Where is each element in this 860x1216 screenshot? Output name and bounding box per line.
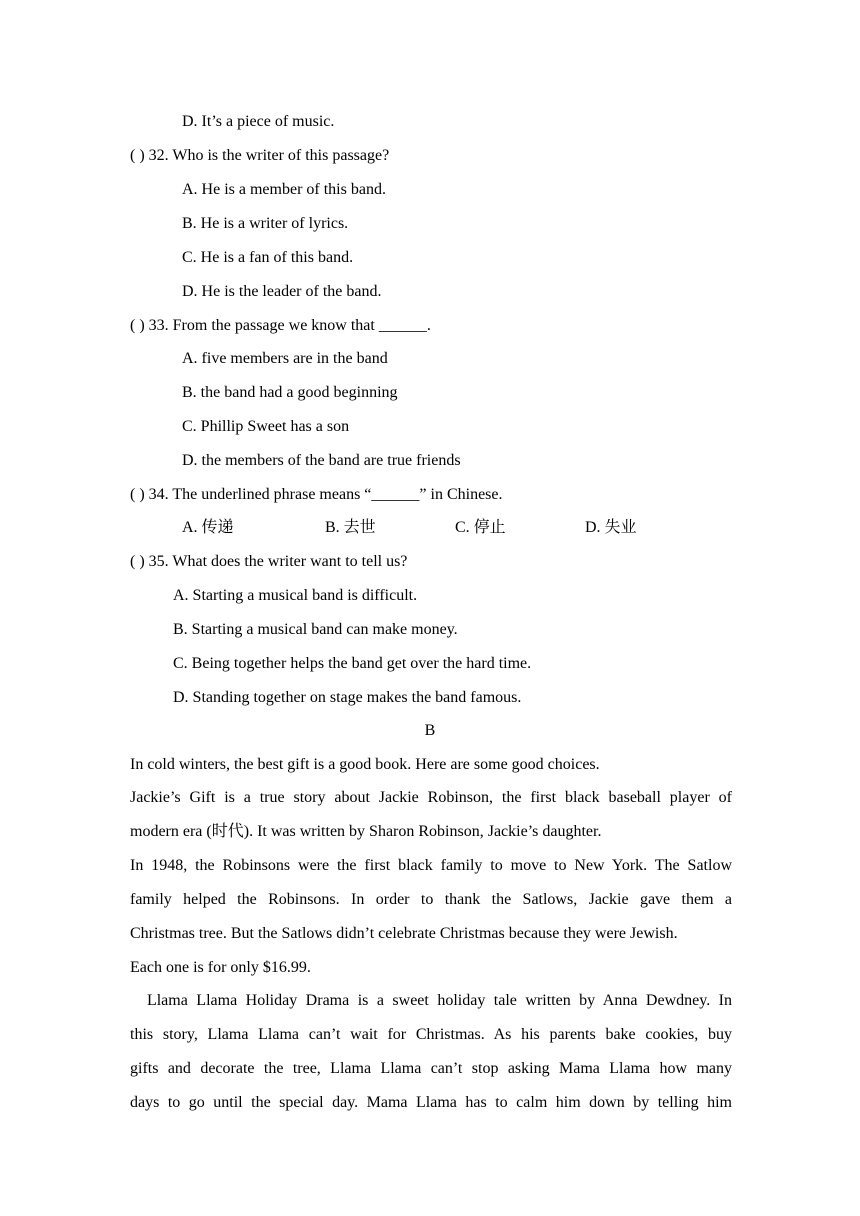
section-b-heading: B: [424, 722, 436, 739]
paragraph-line: modern era (时代). It was written by Sharon Robinson, Jackie’s daughter.: [130, 823, 602, 840]
q33-stem: ( ) 33. From the passage we know that ______.: [130, 317, 431, 334]
q33-option-c: C. Phillip Sweet has a son: [182, 418, 350, 435]
paragraph-line: Jackie’s Gift is a true story about Jackie Robinson, the first black baseball player of: [130, 789, 732, 806]
paragraph-line: In 1948, the Robinsons were the first black family to move to New York. The Satlow: [130, 857, 732, 874]
q33-option-b: B. the band had a good beginning: [182, 384, 398, 401]
paragraph-line: this story, Llama Llama can’t wait for Christmas. As his parents bake cookies, buy: [130, 1026, 732, 1043]
q31-option-d: D. It’s a piece of music.: [182, 113, 335, 130]
q35-option-b: B. Starting a musical band can make money.: [173, 621, 458, 638]
q35-option-a: A. Starting a musical band is difficult.: [173, 587, 418, 604]
q34-option-b: B. 去世: [325, 519, 376, 536]
jackies-gift-paragraph: [130, 781, 732, 849]
q33-option-d: D. the members of the band are true friends: [182, 452, 461, 469]
llama-llama-paragraph: [130, 984, 732, 1120]
q35-stem: ( ) 35. What does the writer want to tell us?: [130, 553, 408, 570]
price-line: Each one is for only $16.99.: [130, 959, 311, 976]
q35-option-d: D. Standing together on stage makes the band famous.: [173, 689, 522, 706]
paragraph-line: Christmas tree. But the Satlows didn’t celebrate Christmas because they were Jewish.: [130, 925, 678, 942]
paragraph-line: Llama Llama Holiday Drama is a sweet holiday tale written by Anna Dewdney. In: [130, 992, 732, 1009]
q34-option-d: D. 失业: [585, 519, 637, 536]
q32-option-c: C. He is a fan of this band.: [182, 249, 354, 266]
paragraph-line: days to go until the special day. Mama Llama has to calm him down by telling him: [130, 1094, 732, 1111]
q32-stem: ( ) 32. Who is the writer of this passage?: [130, 147, 390, 164]
q32-option-b: B. He is a writer of lyrics.: [182, 215, 349, 232]
q32-option-a: A. He is a member of this band.: [182, 181, 386, 198]
paragraph-line: family helped the Robinsons. In order to thank the Satlows, Jackie gave them a: [130, 891, 732, 908]
q34-stem: ( ) 34. The underlined phrase means “______” in Chinese.: [130, 486, 503, 503]
q34-option-c: C. 停止: [455, 519, 506, 536]
q35-option-c: C. Being together helps the band get over the hard time.: [173, 655, 532, 672]
paragraph-line: gifts and decorate the tree, Llama Llama can’t stop asking Mama Llama how many: [130, 1060, 732, 1077]
q34-option-a: A. 传递: [182, 519, 234, 536]
robinsons-paragraph: [130, 849, 732, 951]
section-b-intro: In cold winters, the best gift is a good book. Here are some good choices.: [130, 756, 600, 773]
q33-option-a: A. five members are in the band: [182, 350, 388, 367]
q32-option-d: D. He is the leader of the band.: [182, 283, 382, 300]
